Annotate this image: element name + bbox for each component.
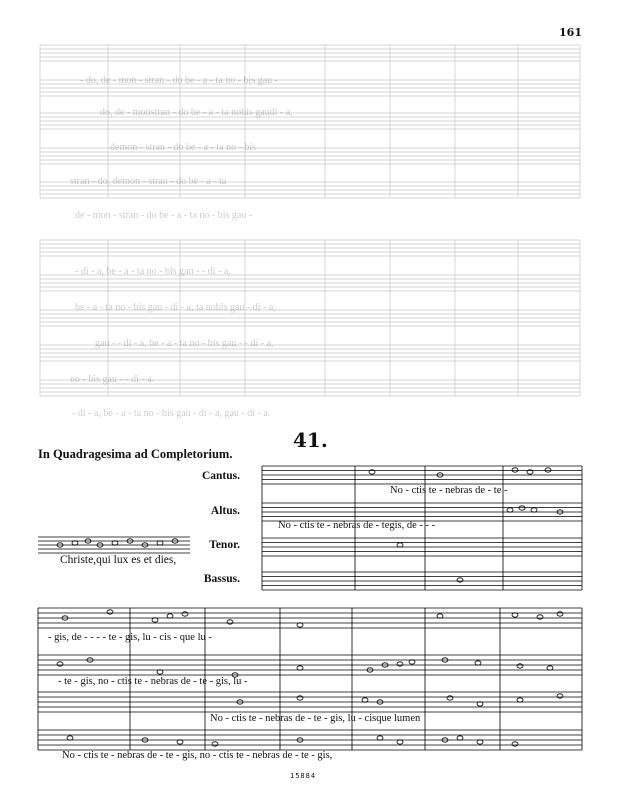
note-head [107,610,113,614]
voice-label-cantus: Cantus. [201,470,240,482]
faded-lyric: de - mon - stran - do be - a - ta no - bis gau - [75,210,253,221]
lyric-tenor-4: No - ctis te - nebras de - te - gis, lu - cisque lumen [210,713,421,724]
note-head [437,614,443,618]
incipit-text: Christe,qui lux es et dies, [60,554,177,566]
note-head [152,618,158,622]
note-head [477,702,483,706]
note-head [545,468,551,472]
note-head [57,662,63,666]
note-head [519,506,525,510]
note-head [517,698,523,702]
note-head [409,660,415,664]
note-head [227,620,233,624]
voice-label-bassus: Bassus. [203,573,240,585]
note-head [557,694,563,698]
piece-number: 41. [293,428,328,452]
note-head [297,623,303,627]
note-head [447,696,453,700]
lyric-bassus-4: No - ctis te - nebras de - te - gis, no - ctis te - nebras de - te - gis, [62,750,333,761]
faded-lyric: gau - - di - a, be - a - ta no - bis gau - - di - a, [95,338,274,349]
note-head [182,612,188,616]
note-head [475,661,481,665]
note-head [477,740,483,744]
note-head [157,541,163,545]
note-head [517,664,523,668]
voice-label-altus: Altus. [210,505,240,517]
note-head [397,662,403,666]
note-head [512,742,518,746]
note-head [212,742,218,746]
note-head [512,613,518,617]
faded-lyric: - do, de - mon - stran - do be - a - ta no - bis gau - [80,75,278,86]
note-head [167,614,173,618]
note-head [377,736,383,740]
note-head [297,696,303,700]
faded-lyric: demon - stran - do be - a - ta no - bis [110,142,257,153]
note-head [547,666,553,670]
faded-lyric: no - bis gau - - di - a. [70,374,155,385]
note-head [512,468,518,472]
note-head [112,541,118,545]
voice-label-tenor: Tenor. [209,539,240,551]
lyric-cantus-3: No - ctis te - nebras de - te - [390,485,508,496]
piece-heading: In Quadragesima ad Completorium. [38,447,233,461]
note-head [457,578,463,582]
note-head [177,740,183,744]
note-head [157,670,163,674]
note-head [537,615,543,619]
faded-lyric: - di - a, be - a - ta no - bis gau - - di - a, [75,266,231,277]
note-head [297,666,303,670]
note-head [67,736,73,740]
lyric-altus-3: No - ctis te - nebras de - tegis, de - - - [278,520,436,531]
lyric-cantus-4: - gis, de - - - - te - gis, lu - cis - que lu - [48,632,212,643]
page-number: 161 [559,26,582,39]
faded-lyric: be - a - ta no - bis gau - di - a, ta nobis gau - di - a, [75,302,276,313]
note-head [362,698,368,702]
plate-number: 15884 [290,772,317,780]
note-head [457,736,463,740]
note-head [557,612,563,616]
faded-lyric: stran - do, demon - stran - do be - a - ta [70,176,227,187]
lyric-altus-4: - te - gis, no - ctis te - nebras de - te - gis, lu - [58,676,248,687]
faded-lyric: - di - a, be - a - ta no - bis gau - di - a, gau - di - a. [72,408,271,419]
note-head [397,543,403,547]
note-head [531,508,537,512]
note-head [397,740,403,744]
faded-lyric: do, de - monstran - do be - a - ta nobis gaudi - a, [100,107,293,118]
note-head [507,508,513,512]
note-head [72,541,78,545]
